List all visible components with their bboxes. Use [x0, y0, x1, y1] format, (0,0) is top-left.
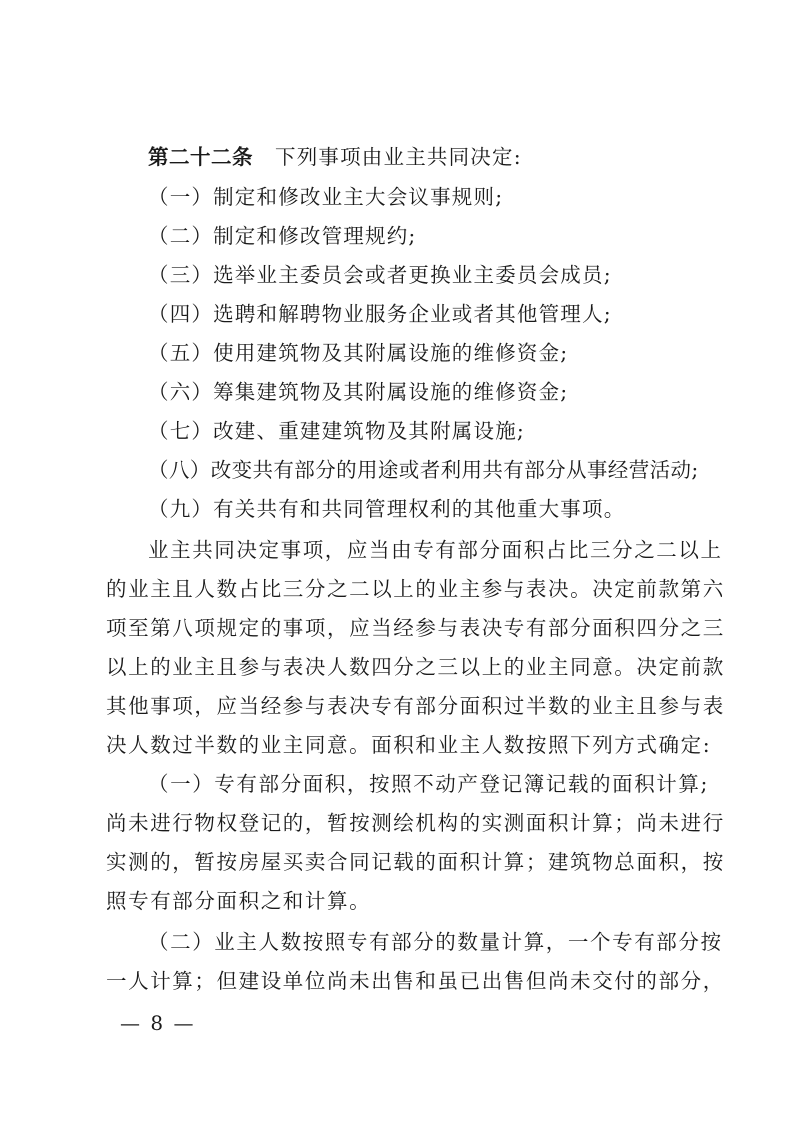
list-item: （九）有关共有和共同管理权利的其他重大事项。 — [148, 497, 626, 521]
list-item: （六）筹集建筑物及其附属设施的维修资金; — [148, 380, 569, 404]
list-item: （五）使用建筑物及其附属设施的维修资金; — [148, 341, 569, 365]
article-title: 第二十二条 — [148, 145, 253, 169]
article-intro: 下列事项由业主共同决定: — [275, 145, 522, 169]
list-item: （三）选举业主委员会或者更换业主委员会成员; — [148, 263, 612, 287]
paragraph-line: 项至第八项规定的事项，应当经参与表决专有部分面积四分之三 — [106, 616, 725, 640]
paragraph-line: 照专有部分面积之和计算。 — [106, 889, 372, 913]
article-heading — [148, 145, 522, 169]
paragraph-line: 尚未进行物权登记的，暂按测绘机构的实测面积计算；尚未进行 — [106, 811, 725, 835]
paragraph-line: 的业主且人数占比三分之二以上的业主参与表决。决定前款第六 — [106, 577, 725, 601]
list-item: （一）制定和修改业主大会议事规则; — [148, 185, 504, 209]
paragraph-line: 一人计算；但建设单位尚未出售和虽已出售但尚未交付的部分， — [106, 969, 725, 993]
paragraph-line: 以上的业主且参与表决人数四分之三以上的业主同意。决定前款 — [106, 655, 725, 679]
paragraph-line: （一）专有部分面积，按照不动产登记簿记载的面积计算; — [148, 772, 710, 796]
paragraph-line: 其他事项，应当经参与表决专有部分面积过半数的业主且参与表 — [106, 694, 725, 718]
paragraph-line: 决人数过半数的业主同意。面积和业主人数按照下列方式确定: — [106, 733, 712, 757]
list-item: （八）改变共有部分的用途或者利用共有部分从事经营活动; — [148, 458, 699, 482]
paragraph-line: 业主共同决定事项，应当由专有部分面积占比三分之二以上 — [148, 538, 723, 562]
list-item: （二）制定和修改管理规约; — [148, 224, 417, 248]
list-item: （四）选聘和解聘物业服务企业或者其他管理人; — [148, 302, 612, 326]
paragraph-line: 实测的，暂按房屋买卖合同记载的面积计算；建筑物总面积，按 — [106, 850, 725, 874]
list-item: （七）改建、重建建筑物及其附属设施; — [148, 419, 526, 443]
paragraph-line: （二）业主人数按照专有部分的数量计算，一个专有部分按 — [148, 930, 723, 954]
page-number: — 8 — — [120, 1011, 196, 1035]
